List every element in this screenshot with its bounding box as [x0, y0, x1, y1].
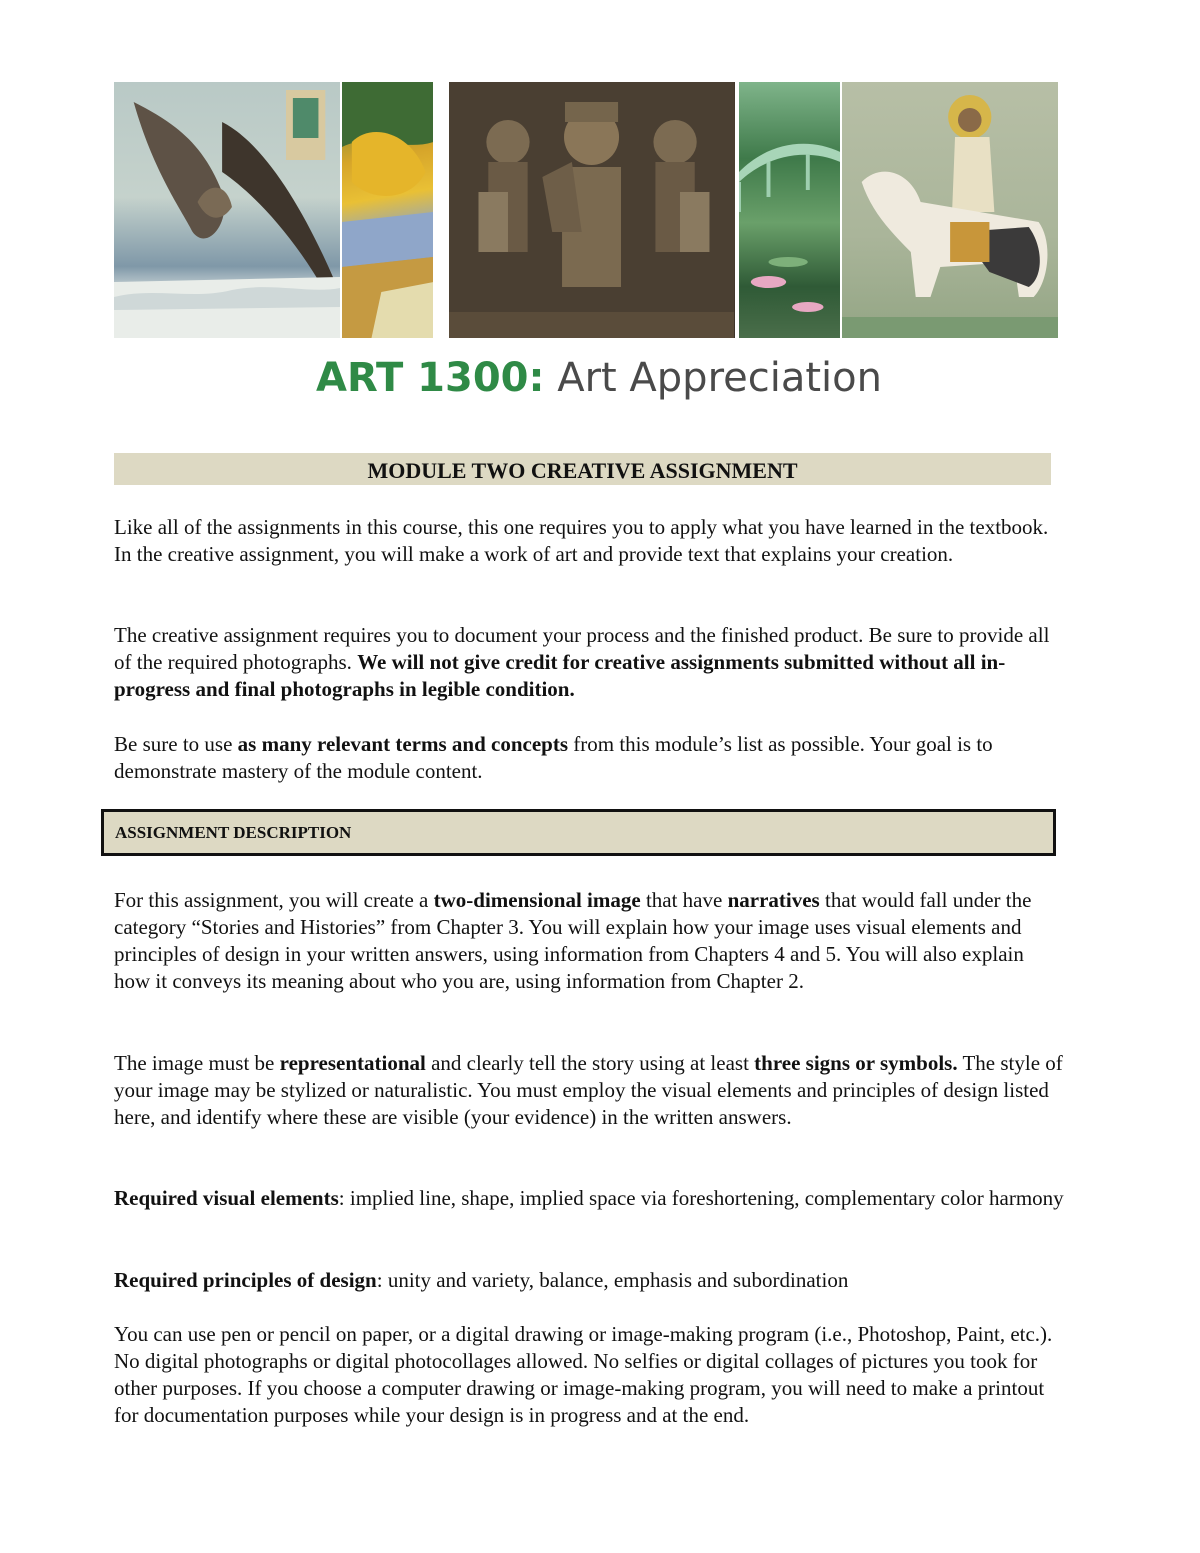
course-title [316, 352, 882, 404]
intro-paragraph-3-start: Be sure to use [114, 732, 238, 756]
signs-symbols-emphasis: three signs or symbols. [754, 1051, 958, 1075]
assignment-description-box [101, 809, 1056, 856]
principles-text: : unity and variety, balance, emphasis and subordination [376, 1268, 849, 1292]
landscape-illustration [342, 82, 433, 338]
desc-p2-b: and clearly tell the story using at least [425, 1051, 755, 1075]
desc-p1-c: that would fall under the category “Stories and Histories” from Chapter 3. You will explain how your image uses visual elements and principles of design in your written answers, using information from Chapters 4 and 5. You will also explain how it conveys its meaning about who you are, using information from Chapter 2. [114, 888, 1032, 993]
assignment-description-heading: ASSIGNMENT DESCRIPTION [115, 823, 352, 842]
intro-paragraph-3 [114, 731, 1064, 785]
bridge-illustration [739, 82, 840, 338]
course-code: ART 1300: [316, 355, 545, 401]
required-principles-of-design [114, 1267, 1064, 1294]
module-heading-bar [114, 453, 1051, 485]
principles-label: Required principles of design [114, 1268, 377, 1292]
desc-p1-b: that have [640, 888, 728, 912]
monet-bridge-image [739, 82, 840, 338]
intro-paragraph-3-end: from this module’s list as possible. Your goal is to demonstrate mastery of the module content. [114, 732, 993, 783]
intro-paragraph-2 [114, 622, 1064, 703]
desc-p1-a: For this assignment, you will create a [114, 888, 434, 912]
desc-p2-a: The image must be [114, 1051, 280, 1075]
narratives-emphasis: narratives [727, 888, 820, 912]
module-heading: MODULE TWO CREATIVE ASSIGNMENT [367, 458, 798, 483]
description-paragraph-5: You can use pen or pencil on paper, or a digital drawing or image-making program (i.e., Photoshop, Paint, etc.). No digital photographs or digital photocollages allowed. No selfies or digital collages of pictures you took for other purposes. If you choose a computer drawing or image-making program, you will need to make a printout for documentation purposes while your design is in progress and at the end. [114, 1322, 1053, 1427]
visual-elements-label: Required visual elements [114, 1186, 339, 1210]
required-visual-elements [114, 1185, 1064, 1212]
intro-paragraph-2-text: The creative assignment requires you to document your process and the finished product. Be sure to provide all of the required photographs. [114, 623, 1050, 674]
course-name: Art Appreciation [544, 355, 882, 401]
eagle-illustration [114, 82, 340, 338]
credit-warning: We will not give credit for creative assignments submitted without all in-progress and final photographs in legible condition. [114, 650, 1006, 701]
intro-paragraph-1: Like all of the assignments in this course, this one requires you to apply what you have learned in the textbook. In the creative assignment, you will make a work of art and provide text that explains your creation. [114, 515, 1049, 566]
terms-emphasis: as many relevant terms and concepts [237, 732, 568, 756]
representational-emphasis: representational [279, 1051, 426, 1075]
hiroshige-eagle-image [114, 82, 340, 338]
desc-p2-c: The style of your image may be stylized or naturalistic. You must employ the visual elements and principles of design listed here, and identify where these are visible (your evidence) in the written answers. [114, 1051, 1063, 1129]
two-dimensional-emphasis: two-dimensional image [433, 888, 641, 912]
header-banner [114, 82, 1058, 338]
horseman-illustration [842, 82, 1058, 338]
benin-bronze-image [449, 82, 734, 338]
mughal-portrait-image [842, 82, 1058, 338]
description-paragraph-2 [114, 1050, 1064, 1131]
landscape-painting-image [342, 82, 433, 338]
visual-elements-text: : implied line, shape, implied space via foreshortening, complementary color harmony [338, 1186, 1064, 1210]
bronze-plaque-illustration [449, 82, 734, 338]
description-paragraph-1 [114, 887, 1064, 995]
